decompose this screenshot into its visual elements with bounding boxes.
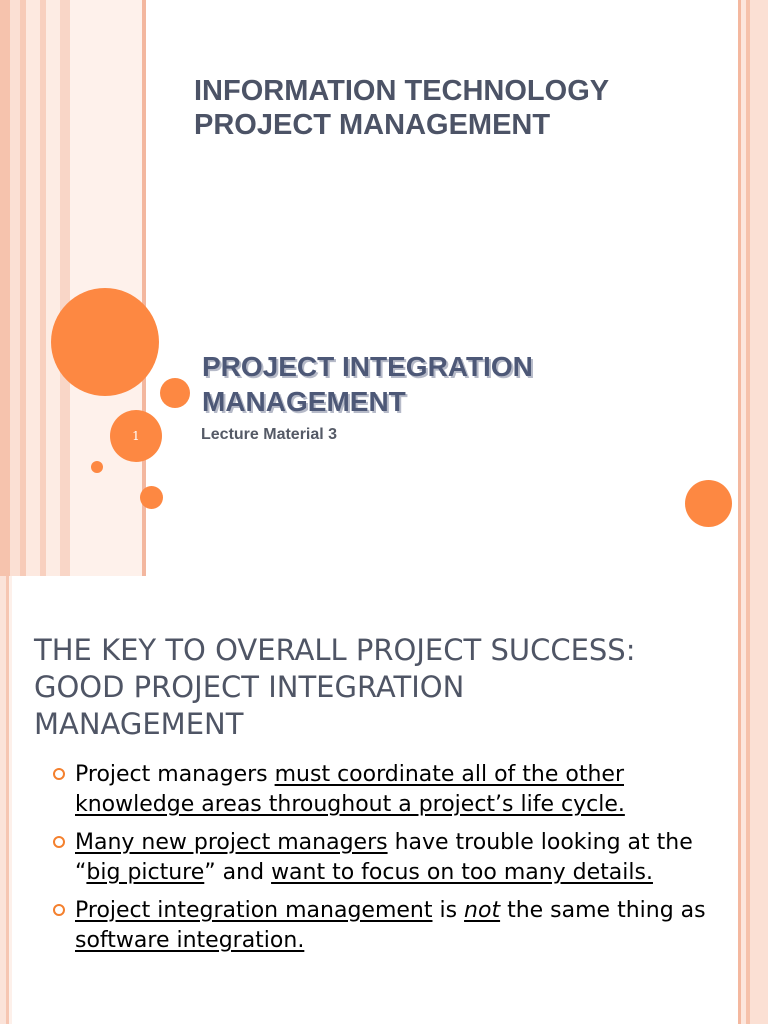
decorative-circle-small bbox=[160, 378, 190, 408]
bullet-text: have trouble looking at the “ bbox=[75, 830, 693, 885]
bullet-text: Project managers bbox=[75, 762, 275, 787]
list-item bbox=[52, 760, 724, 820]
left-decorative-stripes bbox=[0, 576, 12, 1024]
right-decorative-stripes bbox=[734, 0, 768, 576]
underlined-text: Project integration management bbox=[75, 898, 433, 923]
slide-number: 1 bbox=[132, 429, 140, 443]
decorative-circle-right bbox=[685, 480, 732, 527]
bullet-text: ” and bbox=[204, 860, 272, 885]
underlined-text: big picture bbox=[86, 860, 205, 885]
underlined-text: Many new project managers bbox=[75, 830, 388, 855]
list-item bbox=[52, 896, 724, 956]
circle-bullet-icon bbox=[53, 768, 65, 780]
left-decorative-stripes bbox=[0, 0, 150, 576]
bullet-text: the same thing as bbox=[500, 898, 706, 923]
decorative-dot bbox=[91, 461, 103, 473]
presentation-title-line1: INFORMATION TECHNOLOGY bbox=[194, 75, 610, 107]
underlined-text: want to focus on too many details. bbox=[271, 860, 653, 885]
bullet-list bbox=[52, 760, 724, 964]
presentation-title-line2: PROJECT MANAGEMENT bbox=[194, 109, 551, 141]
lecture-topic-line2: MANAGEMENT bbox=[202, 386, 406, 417]
emphasized-text: not bbox=[464, 898, 501, 923]
circle-bullet-icon bbox=[53, 836, 65, 848]
slide-title-line3: MANAGEMENT bbox=[34, 707, 244, 741]
decorative-circle-tiny bbox=[140, 486, 163, 509]
right-decorative-stripes bbox=[734, 576, 768, 1024]
slide-title-line2: GOOD PROJECT INTEGRATION bbox=[34, 670, 465, 704]
lecture-label: Lecture Material 3 bbox=[201, 426, 338, 443]
slide-number-badge bbox=[110, 410, 162, 462]
lecture-topic-line1: PROJECT INTEGRATION bbox=[202, 351, 533, 382]
circle-bullet-icon bbox=[53, 904, 65, 916]
decorative-circle-large bbox=[51, 288, 159, 396]
lecture-topic bbox=[202, 349, 682, 419]
list-item bbox=[52, 828, 724, 888]
underlined-text: must coordinate all of the other knowledge areas throughout a project’s life cycle. bbox=[75, 762, 625, 817]
underlined-text: software integration. bbox=[75, 928, 305, 953]
bullet-text: is bbox=[432, 898, 465, 923]
presentation-title bbox=[194, 74, 714, 142]
slide-title bbox=[34, 632, 724, 743]
content-slide bbox=[0, 576, 768, 1024]
slide-title-line1: THE KEY TO OVERALL PROJECT SUCCESS: bbox=[34, 633, 636, 667]
